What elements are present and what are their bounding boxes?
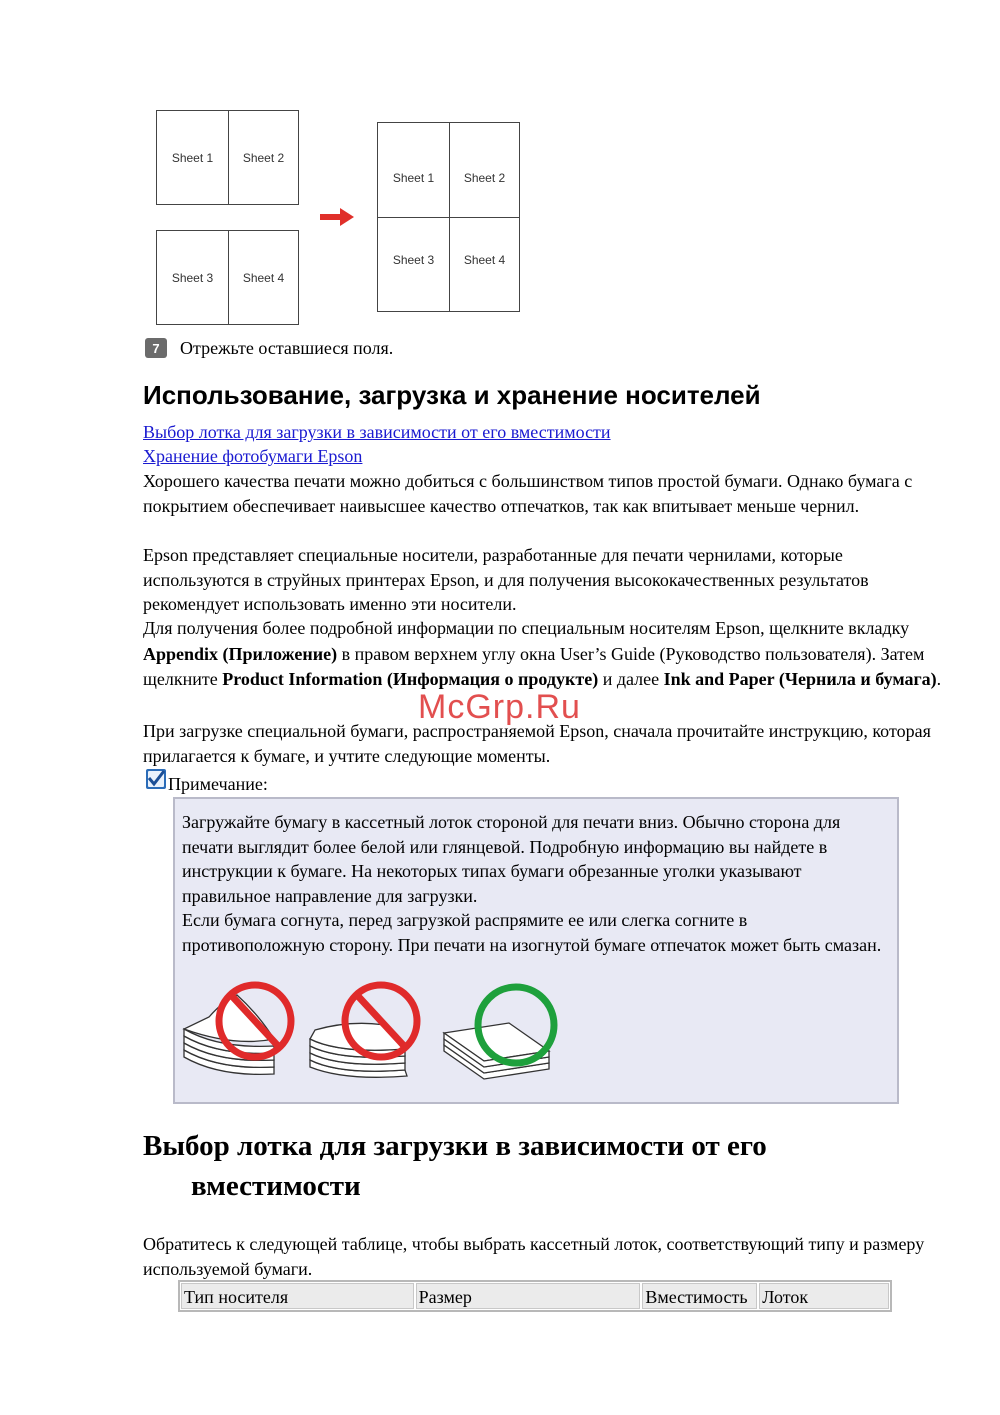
paragraph-more-info: Для получения более подробной информации по специальным носителям Epson, щелкните вкладку Appendix (Приложение) в правом верхнем углу окна User’s Guide (Руководство пользователя). Затем щелкните Product Information (Информация о продукте) и далее Ink and Paper (Чернила и бумага). [143, 618, 942, 689]
right-assembled-sheet [377, 122, 520, 312]
tray-heading-line: Выбор лотка для загрузки в зависимости от его [143, 1130, 767, 1162]
flat-paper-ok-icon [439, 975, 564, 1095]
left-top-sheet-pair [156, 110, 299, 205]
left-bottom-sheet-pair [156, 230, 299, 325]
paragraph-special-paper: При загрузке специальной бумаги, распространяемой Epson, сначала прочитайте инструкцию, которая прилагается к бумаге, и учтите следующие моменты. [143, 721, 931, 766]
curled-paper-prohibited-icon [179, 975, 304, 1095]
table-header-size: Размер [416, 1283, 641, 1309]
note-text [182, 810, 882, 957]
table-header-media-type: Тип носителя [181, 1283, 414, 1309]
step-text: Отрежьте оставшиеся поля. [180, 338, 394, 358]
watermark: McGrp.Ru [418, 688, 581, 726]
link-photo-paper-storage[interactable]: Хранение фотобумаги Epson [143, 446, 363, 466]
table-header-capacity: Вместимость [642, 1283, 757, 1309]
sheet-label: Sheet 4 [463, 253, 506, 267]
link-tray-selection[interactable]: Выбор лотка для загрузки в зависимости от его вместимости [143, 422, 611, 442]
section-heading: Использование, загрузка и хранение носителей [143, 380, 761, 410]
paragraph-plain-paper: Хорошего качества печати можно добиться с большинством типов простой бумаги. Однако бумага с покрытием обеспечивает наивысшее качество отпечатков, так как впитывает меньше чернил. [143, 471, 913, 516]
intro-paragraph: Обратитесь к следующей таблице, чтобы выбрать кассетный лоток, соответствующий типу и размеру используемой бумаги. [143, 1234, 925, 1279]
note-label: Примечание: [168, 774, 268, 794]
tray-heading [143, 1126, 767, 1206]
sheet-label: Sheet 1 [171, 150, 214, 165]
sheet-label: Sheet 3 [392, 253, 435, 267]
note-paragraph: Загружайте бумагу в кассетный лоток стороной для печати вниз. Обычно сторона для печати выглядит более белой или глянцевой. Подробную информацию вы найдете в инструкции к бумаге. На некоторых типах бумаги обрезанные уголки указывают правильное направление для загрузки. [182, 812, 841, 906]
tray-heading-line: вместимости [191, 1170, 361, 1202]
sheet-label: Sheet 3 [171, 270, 214, 285]
sheet-label: Sheet 1 [392, 171, 435, 185]
note-paragraph: Если бумага согнута, перед загрузкой распрямите ее или слегка согните в противоположную сторону. При печати на изогнутой бумаге отпечаток может быть смазан. [182, 910, 882, 955]
sheet-label: Sheet 2 [463, 171, 506, 185]
note-box [173, 797, 899, 1104]
paragraph-epson-media: Epson представляет специальные носители, разработанные для печати чернилами, которые используются в струйных принтерах Epson, и для получения высококачественных результатов рекомендует использовать именно эти носители. [143, 545, 869, 614]
sheet-label: Sheet 2 [242, 150, 285, 165]
sheet-label: Sheet 4 [242, 270, 285, 285]
curled-paper-prohibited-icon [305, 975, 430, 1095]
table-header-tray: Лоток [759, 1283, 889, 1309]
step-number-badge: 7 [145, 338, 167, 358]
note-check-icon [145, 768, 167, 790]
tray-table [178, 1280, 892, 1312]
arrow-right-icon [318, 206, 356, 228]
